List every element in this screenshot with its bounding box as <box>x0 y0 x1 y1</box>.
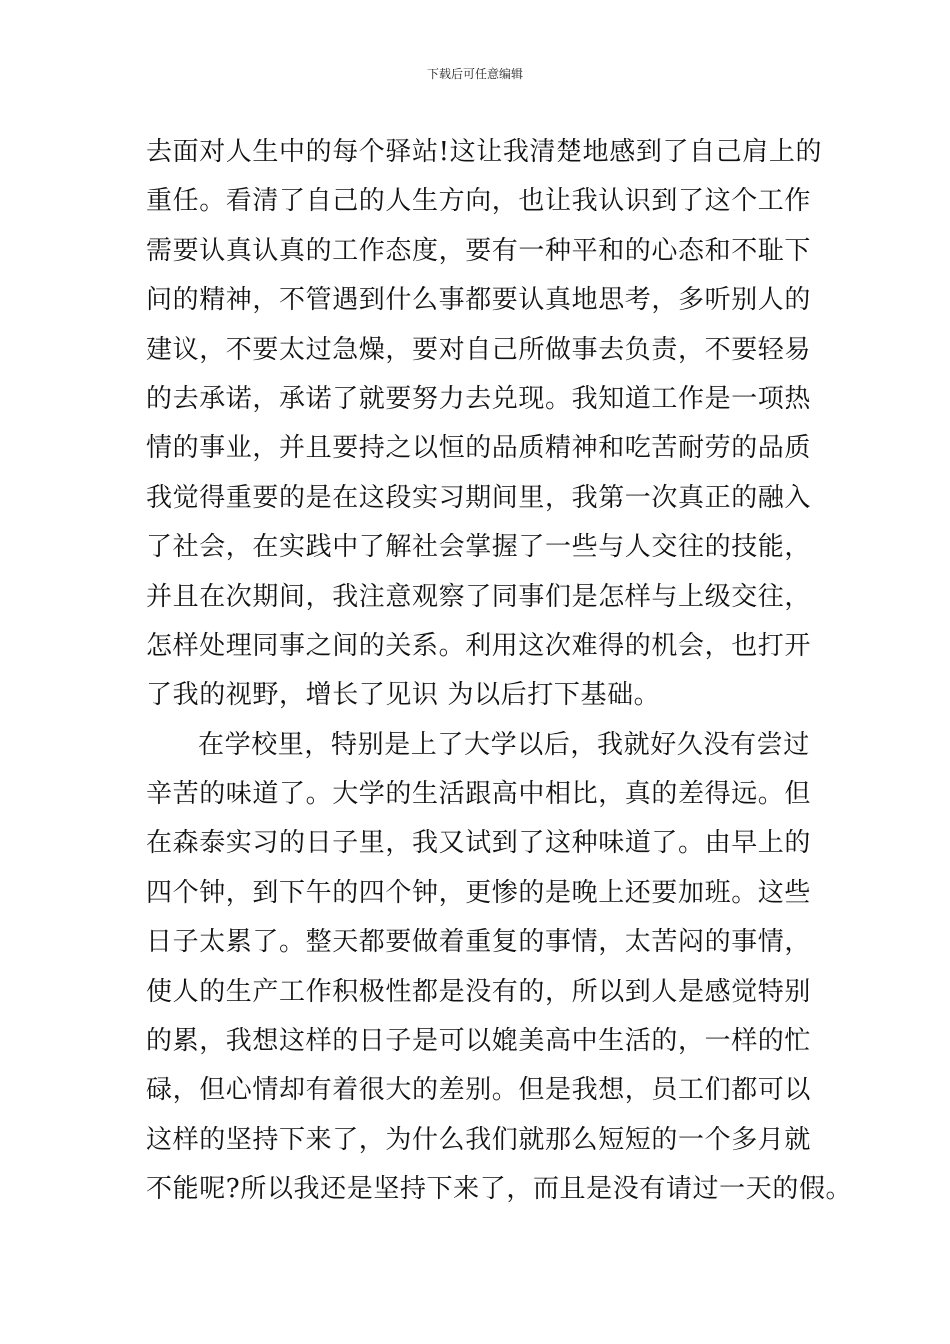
text-line: 日子太累了。整天都要做着重复的事情，太苦闷的事情， <box>146 927 812 958</box>
text-line: 我觉得重要的是在这段实习期间里，我第一次真正的融入 <box>146 482 812 513</box>
text-line: 辛苦的味道了。大学的生活跟高中相比，真的差得远。但 <box>146 779 812 810</box>
text-line: 不能呢?所以我还是坚持下来了，而且是没有请过一天的假。 <box>146 1174 853 1205</box>
text-line: 使人的生产工作积极性都是没有的，所以到人是感觉特别 <box>146 976 812 1007</box>
text-line: 问的精神，不管遇到什么事都要认真地思考，多听别人的 <box>146 285 812 316</box>
document-body <box>146 128 853 1215</box>
text-line: 的累，我想这样的日子是可以媲美高中生活的，一样的忙 <box>146 1026 812 1057</box>
text-line: 了我的视野，增长了见识 为以后打下基础。 <box>146 680 661 711</box>
text-line: 在森泰实习的日子里，我又试到了这种味道了。由早上的 <box>146 828 812 859</box>
paragraph-2 <box>146 721 853 1215</box>
text-line: 怎样处理同事之间的关系。利用这次难得的机会，也打开 <box>146 630 812 661</box>
text-line: 了社会，在实践中了解社会掌握了一些与人交往的技能， <box>146 532 812 563</box>
text-line: 去面对人生中的每个驿站!这让我清楚地感到了自己肩上的 <box>146 137 823 167</box>
text-line: 碌，但心情却有着很大的差别。但是我想，员工们都可以 <box>146 1075 812 1106</box>
text-line: 建议，不要太过急燥，要对自己所做事去负责，不要轻易 <box>146 334 812 365</box>
page-header: 下载后可任意编辑 <box>426 67 523 81</box>
text-line: 的去承诺，承诺了就要努力去兑现。我知道工作是一项热 <box>146 383 812 414</box>
text-line: 重任。看清了自己的人生方向，也让我认识到了这个工作 <box>146 186 812 217</box>
text-line-indented: 在学校里，特别是上了大学以后，我就好久没有尝过 <box>198 729 810 760</box>
paragraph-1 <box>146 128 836 721</box>
text-line: 需要认真认真的工作态度，要有一种平和的心态和不耻下 <box>146 235 812 266</box>
text-line: 并且在次期间，我注意观察了同事们是怎样与上级交往， <box>146 581 812 612</box>
text-line: 四个钟，到下午的四个钟，更惨的是晚上还要加班。这些 <box>146 877 812 908</box>
text-line: 这样的坚持下来了，为什么我们就那么短短的一个多月就 <box>146 1124 812 1155</box>
text-line: 情的事业，并且要持之以恒的品质精神和吃苦耐劳的品质 <box>146 433 812 464</box>
